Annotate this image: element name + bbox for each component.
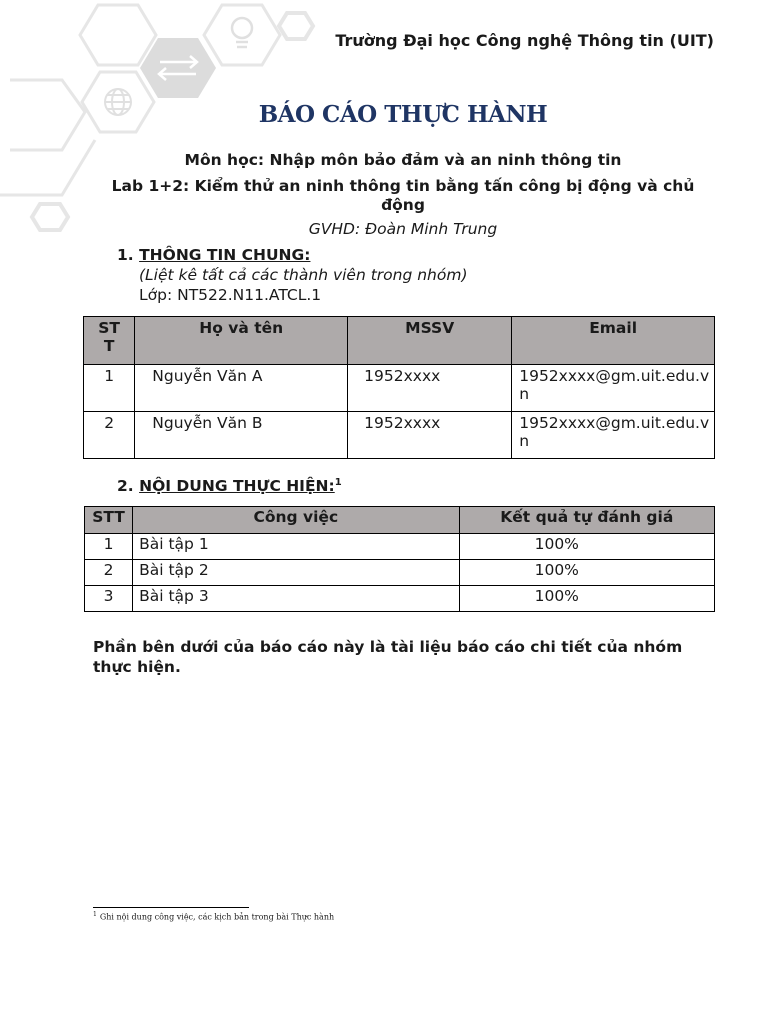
tasks-table bbox=[84, 506, 715, 612]
section-2-number: 2. bbox=[117, 477, 134, 496]
table-header-row bbox=[85, 507, 715, 534]
cell-stt: 1 bbox=[84, 365, 135, 412]
table-row bbox=[85, 586, 715, 612]
section-2-title: NỘI DUNG THỰC HIỆN: bbox=[139, 477, 335, 496]
cell-stt: 2 bbox=[85, 560, 133, 586]
class-line: Lớp: NT522.N11.ATCL.1 bbox=[139, 286, 322, 304]
footnote-divider bbox=[93, 907, 249, 908]
header-task: Công việc bbox=[133, 507, 459, 534]
cell-stt: 2 bbox=[84, 412, 135, 459]
header-email: Email bbox=[512, 317, 715, 365]
header-stt: STT bbox=[85, 507, 133, 534]
members-note: (Liệt kê tất cả các thành viên trong nhóm) bbox=[139, 266, 468, 284]
cell-task: Bài tập 2 bbox=[133, 560, 459, 586]
section-1-title: THÔNG TIN CHUNG: bbox=[139, 246, 311, 264]
cell-mssv: 1952xxxx bbox=[348, 365, 512, 412]
header-result: Kết quả tự đánh giá bbox=[459, 507, 714, 534]
table-row bbox=[85, 534, 715, 560]
cell-email: 1952xxxx@gm.uit.edu.vn bbox=[512, 365, 715, 412]
section-1-number: 1. bbox=[117, 246, 134, 264]
cell-stt: 1 bbox=[85, 534, 133, 560]
cell-stt: 3 bbox=[85, 586, 133, 612]
header-stt: STT bbox=[84, 317, 135, 365]
footnote-mark: 1 bbox=[93, 911, 97, 918]
header-mssv: MSSV bbox=[348, 317, 512, 365]
cell-result: 100% bbox=[459, 560, 714, 586]
cell-result: 100% bbox=[459, 586, 714, 612]
footnote bbox=[93, 911, 334, 922]
footnote-text: Ghi nội dung công việc, các kịch bản trong bài Thực hành bbox=[99, 912, 335, 922]
header-name: Họ và tên bbox=[135, 317, 348, 365]
hexagon-filled bbox=[140, 38, 216, 98]
cell-email: 1952xxxx@gm.uit.edu.vn bbox=[512, 412, 715, 459]
table-row bbox=[84, 365, 715, 412]
cell-mssv: 1952xxxx bbox=[348, 412, 512, 459]
school-name: Trường Đại học Công nghệ Thông tin (UIT) bbox=[335, 31, 714, 50]
report-title: BÁO CÁO THỰC HÀNH bbox=[258, 101, 548, 128]
cell-name: Nguyễn Văn A bbox=[135, 365, 348, 412]
section-1-heading bbox=[117, 246, 310, 264]
cell-name: Nguyễn Văn B bbox=[135, 412, 348, 459]
table-row bbox=[84, 412, 715, 459]
cell-task: Bài tập 1 bbox=[133, 534, 459, 560]
footnote-ref: 1 bbox=[334, 477, 342, 488]
table-row bbox=[85, 560, 715, 586]
table-header-row bbox=[84, 317, 715, 365]
subject-line: Môn học: Nhập môn bảo đảm và an ninh thông tin bbox=[184, 151, 622, 169]
lightbulb-icon bbox=[232, 18, 252, 47]
instructor-line: GVHD: Đoàn Minh Trung bbox=[308, 220, 498, 238]
cell-result: 100% bbox=[459, 534, 714, 560]
conclusion-text: Phần bên dưới của báo cáo này là tài liệu báo cáo chi tiết của nhóm thực hiện. bbox=[93, 638, 683, 676]
lab-title: Lab 1+2: Kiểm thử an ninh thông tin bằng tấn công bị động và chủ động bbox=[111, 177, 695, 214]
members-table bbox=[83, 316, 715, 459]
cell-task: Bài tập 3 bbox=[133, 586, 459, 612]
section-2-heading bbox=[117, 477, 342, 495]
